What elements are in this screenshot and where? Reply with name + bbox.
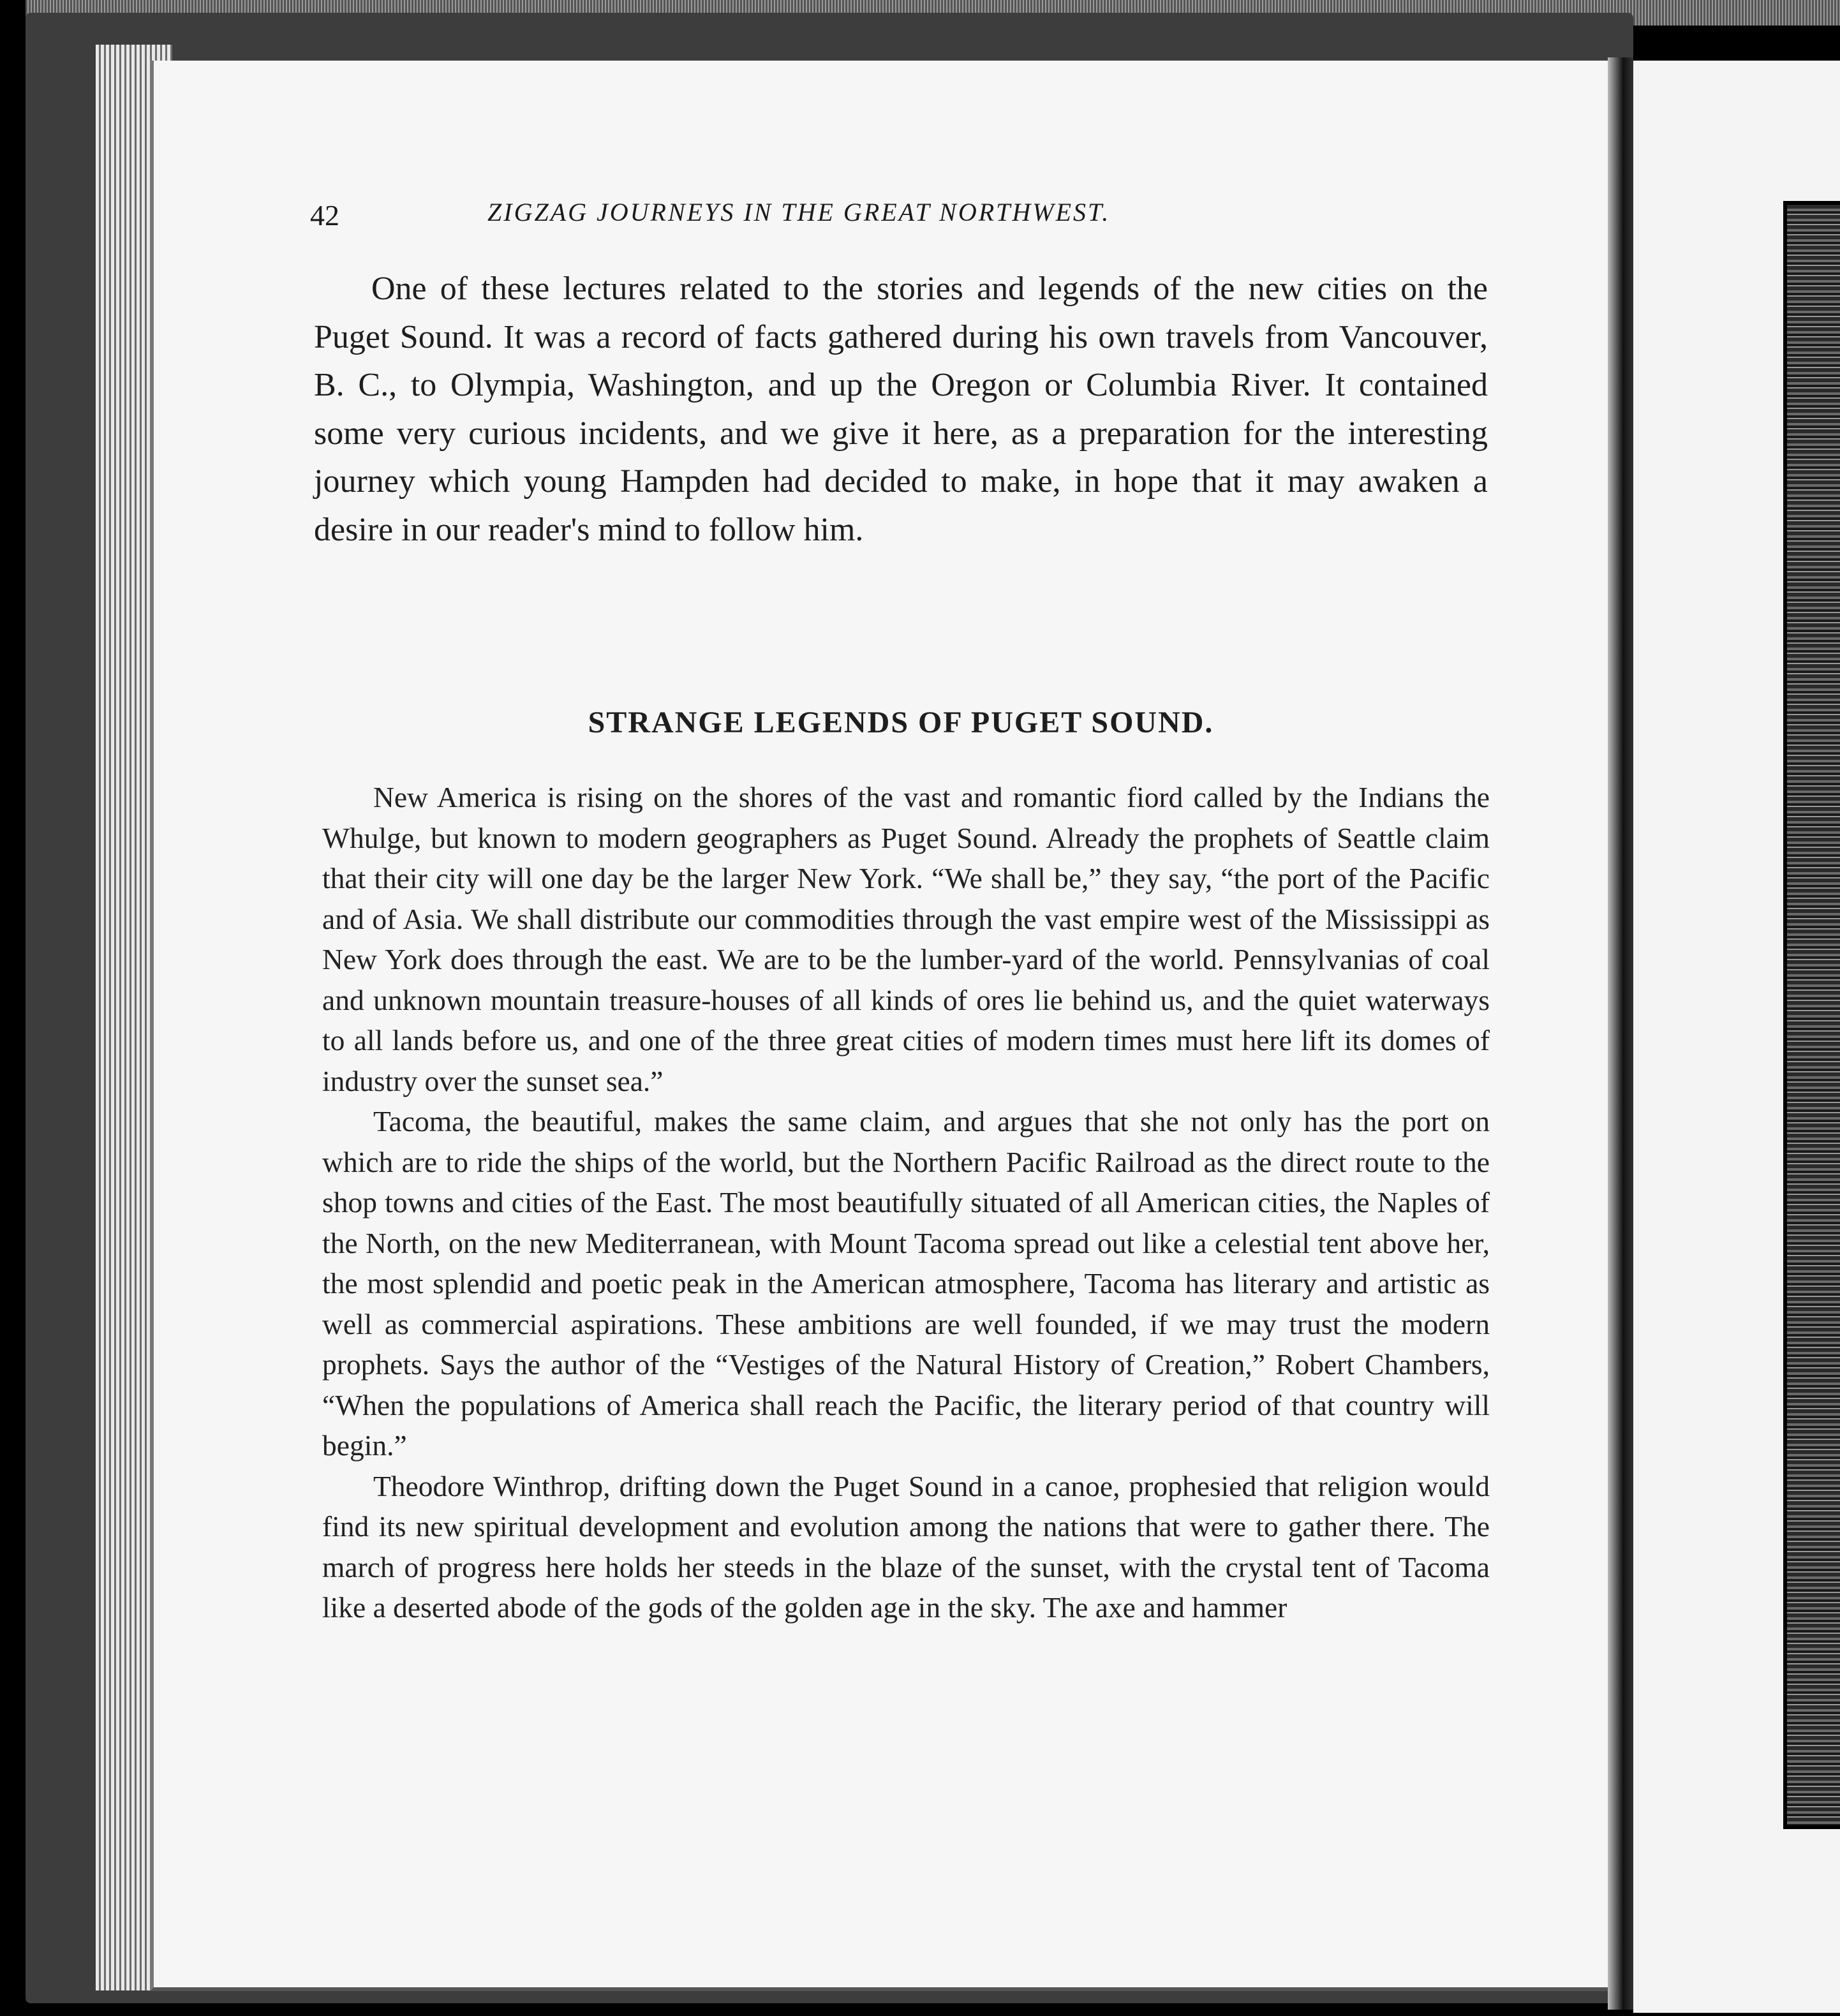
body-paragraph: New America is rising on the shores of the vast and romantic fiord called by the Indians the Whulge, but known to modern geographers as Puget Sound. Already the prophets of Seattle claim that their city will one day be the larger New York. “We shall be,” they say, “the port of the Pacific and of Asia. We shall distribute our commodities through the vast empire west of the Mississippi as New York does through the east. We are to be the lumber-yard of the world. Pennsylvanias of coal and unknown mountain treasure-houses of all kinds of ores lie behind us, and the quiet waterways to all lands before us, and one of the three great cities of modern times must here lift its domes of industry over the sunset sea.”: [322, 781, 1490, 1097]
body-paragraph: Tacoma, the beautiful, makes the same claim, and argues that she not only has the port on which are to ride the ships of the world, but the Northern Pacific Railroad as the direct route to the shop towns and cities of the East. The most beautifully situated of all American cities, the Naples of the North, on the new Mediterranean, with Mount Tacoma spread out like a celestial tent above her, the most splendid and poetic peak in the American atmosphere, Tacoma has literary and artistic as well as commercial aspirations. These ambitions are well founded, if we may trust the modern prophets. Says the author of the “Vestiges of the Natural History of Creation,” Robert Chambers, “When the populations of America shall reach the Pacific, the literary period of that country will begin.”: [322, 1105, 1490, 1462]
body-paragraph: Theodore Winthrop, drifting down the Puget Sound in a canoe, prophesied that religion would find its new spiritual development and evolution among the nations that were to gather there. The march of progress here holds her steeds in the blaze of the sunset, with the crystal tent of Tacoma like a deserted abode of the gods of the golden age in the sky. The axe and hammer: [322, 1469, 1490, 1624]
book-gutter: [1608, 57, 1633, 2010]
section-body: [322, 777, 1490, 1628]
facing-page-illustration: [1783, 201, 1840, 1829]
section-heading: STRANGE LEGENDS OF PUGET SOUND.: [588, 706, 1214, 739]
page-number: 42: [310, 199, 339, 232]
running-head-title: ZIGZAG JOURNEYS IN THE GREAT NORTHWEST.: [487, 198, 1111, 226]
running-head: [310, 195, 1331, 233]
intro-paragraph: One of these lectures related to the stories and legends of the new cities on the Puget Sound. It was a record of facts gathered during his own travels from Vancouver, B. C., to Olympia, Washington, and up the Oregon or Columbia River. It contained some very curious incidents, and we give it here, as a preparation for the interesting journey which young Hampden had decided to make, in hope that it may awaken a desire in our reader's mind to follow him.: [314, 271, 1488, 548]
